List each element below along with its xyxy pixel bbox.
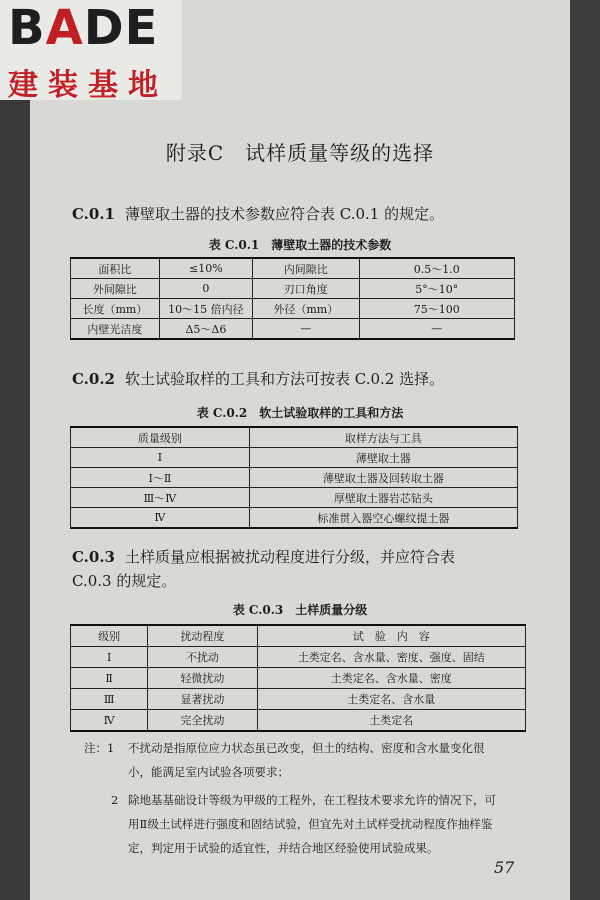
note2-line3: 定，判定用于试验的适宜性，并结合地区经验使用试验成果。 [128, 841, 439, 855]
table-cell: ≤10% [159, 258, 252, 279]
table-cell: 外间隙比 [71, 279, 160, 299]
table-cell: Ⅲ [71, 689, 148, 710]
table1-caption: 表 C.0.1 薄壁取土器的技术参数 [208, 238, 392, 252]
clause-number: C.0.2 [72, 370, 115, 388]
table-cell: 薄壁取土器及回转取土器 [249, 468, 517, 488]
logo-brand-sub: 建装基地 [8, 68, 168, 103]
table-row [71, 468, 518, 488]
scan-left-edge [0, 0, 30, 900]
table-row [71, 279, 515, 299]
table-header-row [71, 625, 526, 647]
note2-line2: 用Ⅱ级土试样进行强度和固结试验，但宜先对土试样受扰动程度作抽样鉴 [128, 817, 493, 831]
table-cell: 5°～10° [359, 279, 514, 299]
clause-c01 [72, 202, 444, 226]
clause-number: C.0.3 [72, 548, 115, 566]
table-cell: 完全扰动 [148, 710, 257, 732]
table3-caption: 表 C.0.3 土样质量分级 [232, 603, 368, 617]
table-cell: 内壁光洁度 [71, 319, 160, 340]
table-sampler-parameters [70, 257, 515, 340]
table-cell: 不扰动 [148, 647, 257, 668]
scan-right-edge [570, 0, 600, 900]
table-cell: 面积比 [71, 258, 160, 279]
table-cell: 10～15 倍内径 [159, 299, 252, 319]
table-row [71, 258, 515, 279]
table-soil-sample-quality [70, 624, 526, 732]
table-cell: 显著扰动 [148, 689, 257, 710]
table-cell: Ⅰ～Ⅱ [71, 468, 250, 488]
clause-c02 [72, 367, 444, 391]
table-cell: 外径（mm） [253, 299, 360, 319]
clause-c03 [72, 545, 455, 593]
appendix-title: 附录C 试样质量等级的选择 [165, 141, 435, 165]
table-cell: — [359, 319, 514, 340]
table-cell: 土类定名、含水量 [257, 689, 525, 710]
table-row [71, 647, 526, 668]
table-cell: 土类定名 [257, 710, 525, 732]
brand-logo [0, 0, 182, 103]
table-cell: 0 [159, 279, 252, 299]
table-row [71, 668, 526, 689]
table-cell: 薄壁取土器 [249, 448, 517, 468]
table-cell: 长度（mm） [71, 299, 160, 319]
table-cell: Ⅰ [71, 647, 148, 668]
clause-text: 软土试验取样的工具和方法可按表 C.0.2 选择。 [125, 370, 445, 388]
table-cell: 土类定名、含水量、密度、强度、固结 [257, 647, 525, 668]
table-cell: 0.5～1.0 [359, 258, 514, 279]
table-row [71, 448, 518, 468]
notes-label: 注：1 [84, 741, 115, 755]
logo-brand-main: BADE [8, 0, 159, 56]
table-cell: 厚壁取土器岩芯钻头 [249, 488, 517, 508]
table-cell: 土类定名、含水量、密度 [257, 668, 525, 689]
table-row [71, 508, 518, 529]
table-cell: Ⅲ～Ⅳ [71, 488, 250, 508]
table-row [71, 689, 526, 710]
table-cell: Ⅱ [71, 668, 148, 689]
table-header-cell: 质量级别 [71, 427, 250, 448]
table-cell: 轻微扰动 [148, 668, 257, 689]
clause-text-line2: C.0.3 的规定。 [72, 572, 177, 590]
table-row [71, 299, 515, 319]
note2-number: 2 [111, 793, 119, 807]
table-cell: 75～100 [359, 299, 514, 319]
clause-text: 薄壁取土器的技术参数应符合表 C.0.1 的规定。 [125, 205, 445, 223]
table-cell: 刃口角度 [253, 279, 360, 299]
clause-text-line1: 土样质量应根据被扰动程度进行分级，并应符合表 [125, 548, 456, 566]
table-header-cell: 取样方法与工具 [249, 427, 517, 448]
table-header-cell: 级别 [71, 625, 148, 647]
table-cell: Ⅰ [71, 448, 250, 468]
table-header-cell: 扰动程度 [148, 625, 257, 647]
table-soft-soil-sampling [70, 426, 518, 529]
page-number: 57 [494, 858, 515, 877]
table-row [71, 710, 526, 732]
note1-line2: 小，能满足室内试验各项要求； [128, 765, 289, 779]
table-row [71, 319, 515, 340]
table-row [71, 488, 518, 508]
note1-line1: 不扰动是指原位应力状态虽已改变，但土的结构、密度和含水量变化很 [128, 741, 485, 755]
table2-caption: 表 C.0.2 软土试验取样的工具和方法 [196, 406, 404, 420]
note2-line1: 除地基基础设计等级为甲级的工程外，在工程技术要求允许的情况下，可 [128, 793, 496, 807]
table-cell: 内间隙比 [253, 258, 360, 279]
table-cell: — [253, 319, 360, 340]
table-cell: Δ5～Δ6 [159, 319, 252, 340]
table-cell: 标准贯入器空心螺纹提土器 [249, 508, 517, 529]
table-header-cell: 试 验 内 容 [257, 625, 525, 647]
table-cell: Ⅳ [71, 710, 148, 732]
table-cell: Ⅳ [71, 508, 250, 529]
table-header-row [71, 427, 518, 448]
clause-number: C.0.1 [72, 205, 115, 223]
